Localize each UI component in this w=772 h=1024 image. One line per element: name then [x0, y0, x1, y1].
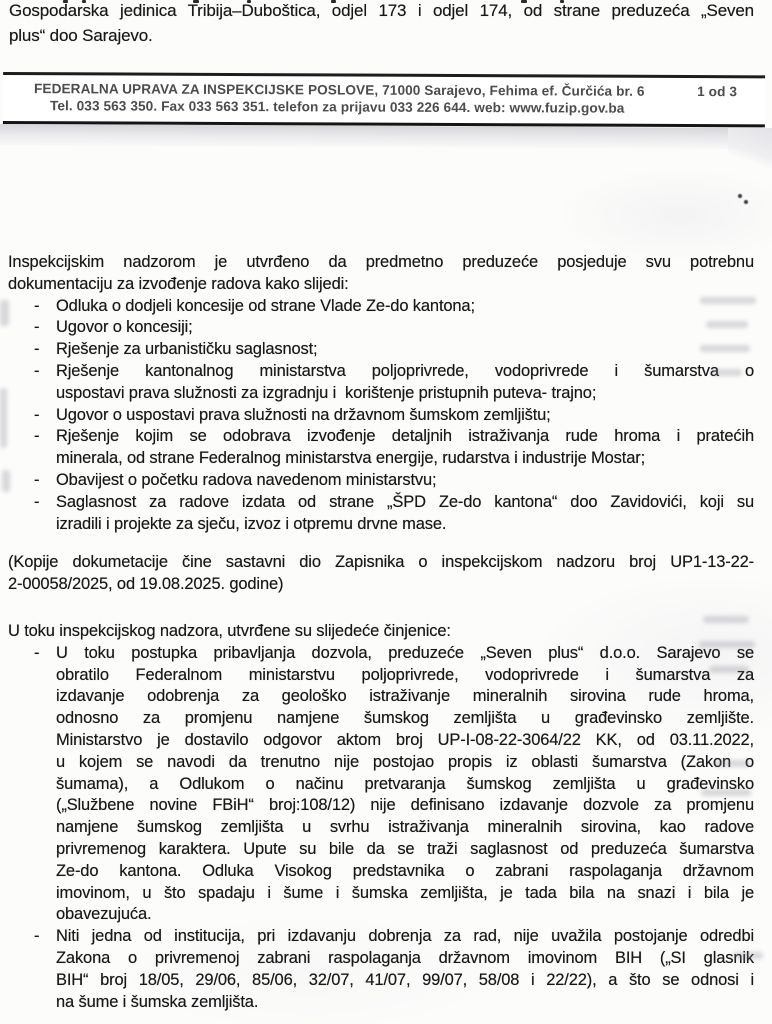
bleed-through-smudge [699, 641, 755, 648]
bleed-through-smudge [733, 952, 763, 959]
text-line: U toku inspekcijskog nadzora, utvrđene su slijedeće činjenice: [8, 621, 451, 640]
list-item [8, 643, 754, 926]
list-item [8, 296, 754, 318]
text-line: plus“ doo Sarajevo. [9, 25, 153, 45]
bleed-through-smudge [712, 369, 742, 376]
paragraph [9, 0, 754, 48]
bleed-through-smudge [0, 300, 9, 326]
list-item [8, 492, 754, 536]
text-line: (Kopije dokumetacije čine sastavni dio Zapisnika o inspekcijskom nadzoru broj UP1-13-22- [8, 553, 754, 572]
paragraph [8, 252, 754, 296]
bullet-dash-icon: - [34, 927, 40, 946]
bullet-dash-icon: - [34, 318, 40, 337]
bullet-dash-icon: - [34, 427, 40, 446]
org-contacts: Tel. 033 563 350. Fax 033 563 351. telefon za prijavu 033 226 644. web: www.fuzip.gov.ba [49, 98, 625, 116]
paragraph [8, 621, 754, 643]
ink-speck [738, 194, 742, 198]
text-line: izdavanje odobrenja za geološko istraživanje mineralnih sirovina rude hroma, [56, 687, 754, 706]
text-line: obavezujuća. [56, 905, 152, 924]
bleed-through-smudge [714, 760, 750, 767]
text-line: („Službene novine FBiH“ broj:108/12) nije definisano izdavanje dozvole za promjenu [56, 796, 754, 815]
text-line: Gospodarska jedinica Tribija–Duboštica, odjel 173 i odjel 174, od strane preduzeća „Seven [9, 1, 754, 20]
text-line: 2-00058/2025, od 19.08.2025. godine) [8, 575, 284, 594]
text-line: - Niti jedna od institucija, pri izdavanju dobrenja za rad, nije uvažila postojanje odredbi [8, 926, 754, 948]
bleed-through-smudge [701, 789, 751, 796]
text-line: privremenog karaktera. Upute su bile da se traži saglasnost od preduzeća šumarstva [56, 839, 754, 858]
text-line: - Ugovor o koncesiji; [8, 317, 754, 339]
list-item [8, 405, 754, 427]
bleed-through-smudge [700, 297, 756, 304]
text-line: namjene šumskog zemljišta u svrhu istraživanja mineralnih sirovina, kao radove [56, 818, 754, 837]
bullet-dash-icon: - [34, 296, 40, 315]
text-line: na šume i šumska zemljišta. [56, 992, 259, 1011]
bleed-through-smudge [0, 388, 7, 448]
scan-shadow-band [0, 124, 772, 149]
text-line: imovinom, u što spadaju i šume i šumska zemljišta, je tada bila na snazi i bila je [56, 883, 754, 902]
scan-artifact [728, 128, 772, 168]
text-line: - Saglasnost za radove izdata od strane „ŠPD Ze-do kantona“ doo Zavidovići, koji su [8, 492, 754, 514]
bleed-through-smudge [706, 321, 748, 328]
text-line: minerala, od strane Federalnog ministarstva energije, rudarstva i industrije Mostar; [56, 449, 646, 468]
text-line: odnosno za promjenu namjene šumskog zemljišta u građevinsko zemljište. [56, 709, 754, 728]
bleed-through-smudge [2, 470, 10, 492]
paragraph [8, 552, 754, 596]
bullet-dash-icon: - [34, 470, 40, 489]
text-line: - Rješenje kantonalnog ministarstva poljoprivrede, vodoprivrede i šumarstva o [8, 361, 754, 383]
intro-paragraph [9, 0, 754, 48]
text-line: Ze-do kantona. Odluka Visokog predstavnika o zabrani raspolaganja državnom [56, 861, 754, 880]
list-item [8, 339, 754, 361]
text-line: izradili i projekte za sječu, izvoz i otpremu drvne mase. [56, 514, 447, 533]
text-line: - U toku postupka pribavljanja dozvola, preduzeće „Seven plus“ d.o.o. Sarajevo se [8, 643, 754, 665]
text-line: šumama), a Odlukom o načinu pretvaranja šumskog zemljišta u građevinsko [56, 774, 754, 793]
bullet-dash-icon: - [34, 643, 40, 662]
text-line: - Odluka o dodjeli koncesije od strane Vlade Ze-do kantona; [8, 296, 754, 318]
text-line: uspostavi prava služnosti za izgradnju i korištenje pristupnih puteva- trajno; [56, 383, 597, 402]
bleed-through-smudge [700, 345, 750, 352]
bullet-dash-icon: - [34, 492, 40, 511]
text-line: - Ugovor o uspostavi prava služnosti na državnom šumskom zemljištu; [8, 405, 754, 427]
text-line: - Rješenje za urbanističku saglasnost; [8, 339, 754, 361]
ink-speck [744, 200, 748, 204]
org-address: FEDERALNA UPRAVA ZA INSPEKCIJSKE POSLOVE, 71000 Sarajevo, Fehima ef. Čurčića br. 6 [34, 81, 645, 99]
bullet-dash-icon: - [34, 361, 40, 380]
list-item [8, 926, 754, 1013]
text-line: Inspekcijskim nadzorom je utvrđeno da predmetno preduzeće posjeduje svu potrebnu [8, 253, 754, 271]
document-body [8, 252, 754, 1013]
bullet-dash-icon: - [34, 405, 40, 424]
list-item [8, 317, 754, 339]
bleed-through-smudge [709, 666, 749, 673]
text-line: - Obavijest o početku radova navedenom ministarstvu; [8, 470, 754, 492]
text-line: BIH“ broj 18/05, 29/06, 85/06, 32/07, 41/07, 99/07, 58/08 i 22/22), a što se odnosi i [56, 970, 754, 989]
text-line: dokumentaciju za izvođenje radova kako slijedi: [8, 274, 349, 293]
text-line: u kojem se navodi da trenutno nije postojao propis iz oblasti šumarstva (Zakon o [56, 752, 754, 771]
text-line: Ministarstvo je dostavilo odgovor aktom broj UP-I-08-22-3064/22 KK, od 03.11.2022, [56, 730, 754, 749]
bleed-through-smudge [703, 616, 749, 623]
list-item [8, 361, 754, 405]
page-footer-box [3, 72, 765, 127]
text-line: Zakona o privremenoj zabrani raspolaganja državnom imovinom BIH („SI glasnik [56, 948, 754, 967]
list-item [8, 426, 754, 470]
text-line: obratilo Federalnom ministarstvu poljoprivrede, vodoprivrede i šumarstva za [56, 665, 754, 684]
list-item [8, 470, 754, 492]
text-line: - Rješenje kojim se odobrava izvođenje detaljnih istraživanja rude hroma i pratećih [8, 426, 754, 448]
page-indicator: 1 od 3 [697, 84, 738, 100]
bullet-dash-icon: - [34, 340, 40, 359]
